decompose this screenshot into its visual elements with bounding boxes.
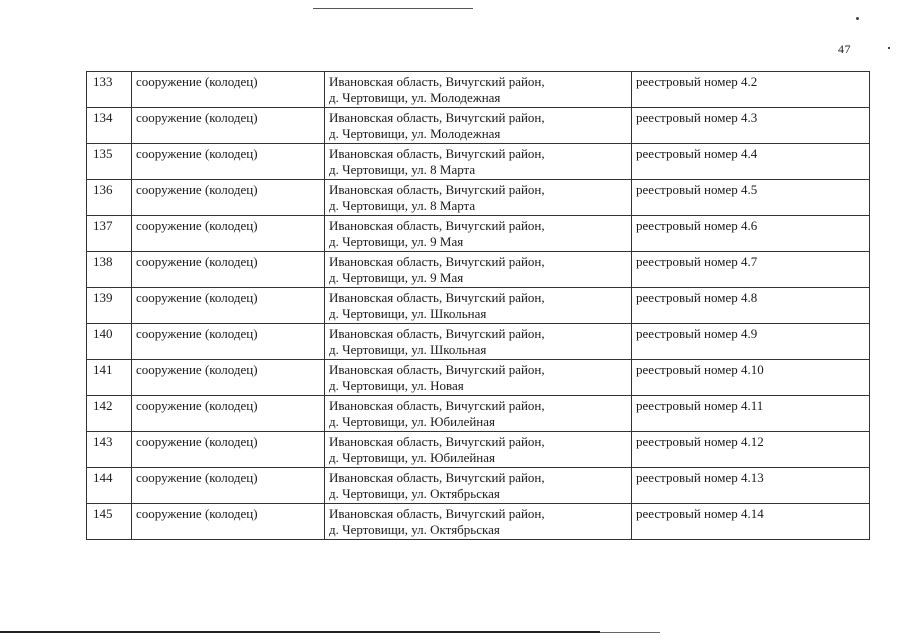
registry-table [86, 71, 870, 540]
row-number-cell: 141 [87, 360, 132, 396]
address-line-1: Ивановская область, Вичугский район, [329, 254, 545, 269]
row-number-cell: 139 [87, 288, 132, 324]
row-number-cell: 134 [87, 108, 132, 144]
row-number-cell: 133 [87, 72, 132, 108]
scan-mark [888, 47, 890, 49]
address-line-2: д. Чертовищи, ул. Октябрьская [329, 522, 500, 537]
object-type-cell: сооружение (колодец) [132, 288, 325, 324]
address-line-1: Ивановская область, Вичугский район, [329, 434, 545, 449]
address-line-2: д. Чертовищи, ул. 8 Марта [329, 198, 476, 213]
registry-number-cell: реестровый номер 4.3 [632, 108, 870, 144]
table-row [87, 396, 870, 432]
registry-number-cell: реестровый номер 4.6 [632, 216, 870, 252]
registry-number-cell: реестровый номер 4.9 [632, 324, 870, 360]
row-number-cell: 144 [87, 468, 132, 504]
address-line-1: Ивановская область, Вичугский район, [329, 398, 545, 413]
address-line-1: Ивановская область, Вичугский район, [329, 218, 545, 233]
row-number-cell: 137 [87, 216, 132, 252]
table-row [87, 252, 870, 288]
registry-table-body [87, 72, 870, 540]
registry-number-cell: реестровый номер 4.8 [632, 288, 870, 324]
page-number: 47 [838, 42, 851, 56]
bottom-scan-line [0, 631, 600, 633]
address-line-2: д. Чертовищи, ул. Юбилейная [329, 414, 496, 429]
address-line-2: д. Чертовищи, ул. Молодежная [329, 90, 501, 105]
table-row [87, 72, 870, 108]
address-line-1: Ивановская область, Вичугский район, [329, 470, 545, 485]
registry-number-cell: реестровый номер 4.7 [632, 252, 870, 288]
object-type-cell: сооружение (колодец) [132, 504, 325, 540]
address-line-2: д. Чертовищи, ул. 9 Мая [329, 234, 464, 249]
address-cell [325, 108, 632, 144]
object-type-cell: сооружение (колодец) [132, 360, 325, 396]
address-line-2: д. Чертовищи, ул. Школьная [329, 306, 487, 321]
address-line-1: Ивановская область, Вичугский район, [329, 362, 545, 377]
address-line-1: Ивановская область, Вичугский район, [329, 110, 545, 125]
address-cell [325, 72, 632, 108]
address-line-2: д. Чертовищи, ул. Новая [329, 378, 464, 393]
row-number-cell: 143 [87, 432, 132, 468]
table-row [87, 288, 870, 324]
table-row [87, 144, 870, 180]
table-row [87, 432, 870, 468]
object-type-cell: сооружение (колодец) [132, 432, 325, 468]
row-number-cell: 142 [87, 396, 132, 432]
address-cell [325, 144, 632, 180]
address-cell [325, 324, 632, 360]
address-line-1: Ивановская область, Вичугский район, [329, 74, 545, 89]
address-cell [325, 360, 632, 396]
table-row [87, 108, 870, 144]
object-type-cell: сооружение (колодец) [132, 108, 325, 144]
table-row [87, 504, 870, 540]
address-cell [325, 288, 632, 324]
address-cell [325, 504, 632, 540]
table-row [87, 468, 870, 504]
row-number-cell: 135 [87, 144, 132, 180]
address-line-1: Ивановская область, Вичугский район, [329, 146, 545, 161]
object-type-cell: сооружение (колодец) [132, 468, 325, 504]
address-line-1: Ивановская область, Вичугский район, [329, 506, 545, 521]
row-number-cell: 138 [87, 252, 132, 288]
address-line-2: д. Чертовищи, ул. Октябрьская [329, 486, 500, 501]
address-line-2: д. Чертовищи, ул. 8 Марта [329, 162, 476, 177]
address-line-2: д. Чертовищи, ул. Молодежная [329, 126, 501, 141]
address-cell [325, 252, 632, 288]
object-type-cell: сооружение (колодец) [132, 324, 325, 360]
object-type-cell: сооружение (колодец) [132, 396, 325, 432]
registry-number-cell: реестровый номер 4.12 [632, 432, 870, 468]
object-type-cell: сооружение (колодец) [132, 72, 325, 108]
registry-number-cell: реестровый номер 4.4 [632, 144, 870, 180]
registry-number-cell: реестровый номер 4.2 [632, 72, 870, 108]
scan-mark [856, 17, 859, 20]
address-cell [325, 180, 632, 216]
row-number-cell: 140 [87, 324, 132, 360]
top-scan-line [313, 8, 473, 9]
object-type-cell: сооружение (колодец) [132, 252, 325, 288]
address-cell [325, 216, 632, 252]
address-cell [325, 468, 632, 504]
registry-number-cell: реестровый номер 4.13 [632, 468, 870, 504]
object-type-cell: сооружение (колодец) [132, 216, 325, 252]
table-row [87, 360, 870, 396]
address-cell [325, 432, 632, 468]
address-line-1: Ивановская область, Вичугский район, [329, 182, 545, 197]
bottom-scan-line [600, 632, 660, 633]
table-row [87, 216, 870, 252]
address-cell [325, 396, 632, 432]
row-number-cell: 145 [87, 504, 132, 540]
table-row [87, 324, 870, 360]
address-line-2: д. Чертовищи, ул. 9 Мая [329, 270, 464, 285]
registry-number-cell: реестровый номер 4.11 [632, 396, 870, 432]
address-line-2: д. Чертовищи, ул. Школьная [329, 342, 487, 357]
table-row [87, 180, 870, 216]
address-line-1: Ивановская область, Вичугский район, [329, 326, 545, 341]
row-number-cell: 136 [87, 180, 132, 216]
object-type-cell: сооружение (колодец) [132, 180, 325, 216]
registry-number-cell: реестровый номер 4.10 [632, 360, 870, 396]
object-type-cell: сооружение (колодец) [132, 144, 325, 180]
registry-number-cell: реестровый номер 4.14 [632, 504, 870, 540]
address-line-2: д. Чертовищи, ул. Юбилейная [329, 450, 496, 465]
registry-number-cell: реестровый номер 4.5 [632, 180, 870, 216]
address-line-1: Ивановская область, Вичугский район, [329, 290, 545, 305]
